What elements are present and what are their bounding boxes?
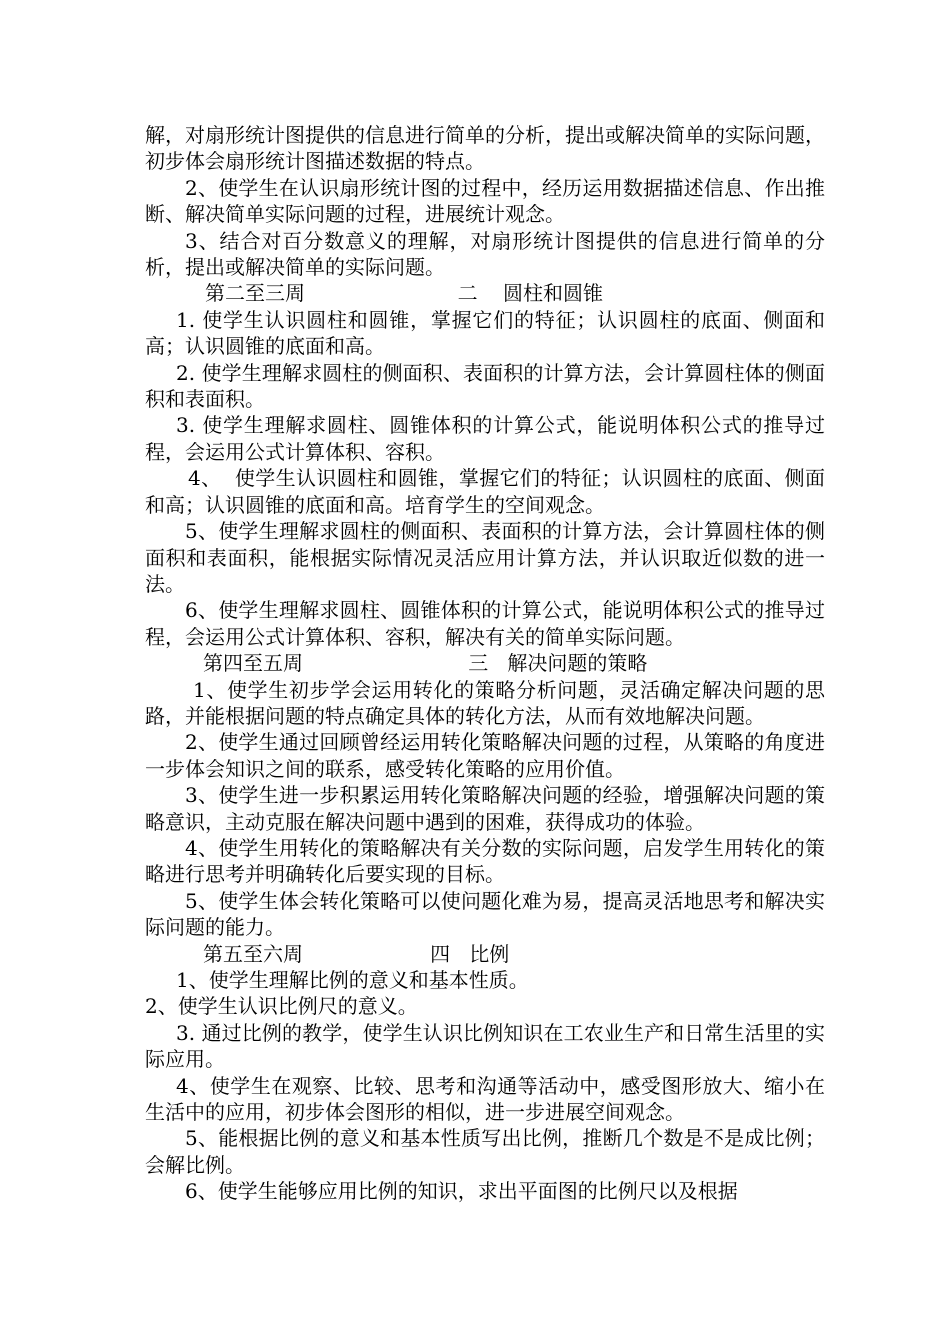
paragraph: 解，对扇形统计图提供的信息进行简单的分析，提出或解决简单的实际问题，初步体会扇形统计图描述数据的特点。 xyxy=(145,123,825,174)
paragraph: 5、使学生理解求圆柱的侧面积、表面积的计算方法，会计算圆柱体的侧面积和表面积，能根据实际情况灵活应用计算方法，并认识取近似数的进一法。 xyxy=(145,519,825,596)
paragraph: 5、能根据比例的意义和基本性质写出比例，推断几个数是不是成比例；会解比例。 xyxy=(145,1126,825,1177)
paragraph: 3. 通过比例的教学，使学生认识比例知识在工农业生产和日常生活里的实际应用。 xyxy=(145,1020,825,1072)
paragraph: 4、使学生用转化的策略解决有关分数的实际问题，启发学生用转化的策略进行思考并明确转化后要实现的目标。 xyxy=(145,835,825,887)
paragraph: 3、使学生进一步积累运用转化策略解决问题的经验，增强解决问题的策略意识，主动克服在解决问题中遇到的困难，获得成功的体验。 xyxy=(145,783,825,834)
section-heading: 第二至三周 二 圆柱和圆锥 xyxy=(205,281,604,306)
paragraph: 4、使学生在观察、比较、思考和沟通等活动中，感受图形放大、缩小在生活中的应用，初步体会图形的相似，进一步进展空间观念。 xyxy=(145,1073,825,1125)
paragraph: 2. 使学生理解求圆柱的侧面积、表面积的计算方法，会计算圆柱体的侧面积和表面积。 xyxy=(145,360,825,412)
paragraph: 6、使学生理解求圆柱、圆锥体积的计算公式，能说明体积公式的推导过程，会运用公式计算体积、容积，解决有关的简单实际问题。 xyxy=(145,598,825,649)
paragraph: 1、使学生初步学会运用转化的策略分析问题，灵活确定解决问题的思路，并能根据问题的特点确定具体的转化方法，从而有效地解决问题。 xyxy=(145,677,825,728)
paragraph: 2、使学生认识比例尺的意义。 xyxy=(145,994,418,1019)
paragraph: 3. 使学生理解求圆柱、圆锥体积的计算公式，能说明体积公式的推导过程，会运用公式计算体积、容积。 xyxy=(145,413,825,464)
paragraph: 3、结合对百分数意义的理解，对扇形统计图提供的信息进行简单的分析，提出或解决简单的实际问题。 xyxy=(145,228,825,280)
section-heading: 第四至五周 三 解决问题的策略 xyxy=(203,651,648,676)
paragraph: 1. 使学生认识圆柱和圆锥，掌握它们的特征；认识圆柱的底面、侧面和高；认识圆锥的底面和高。 xyxy=(145,307,825,359)
paragraph: 6、使学生能够应用比例的知识，求出平面图的比例尺以及根据 xyxy=(185,1179,738,1204)
paragraph: 1、使学生理解比例的意义和基本性质。 xyxy=(176,968,529,992)
section-heading: 第五至六周 四 比例 xyxy=(203,941,510,966)
paragraph: 5、使学生体会转化策略可以使问题化难为易，提高灵活地思考和解决实际问题的能力。 xyxy=(145,888,825,940)
paragraph: 2、使学生在认识扇形统计图的过程中，经历运用数据描述信息、作出推断、解决简单实际问题的过程，进展统计观念。 xyxy=(145,175,825,227)
paragraph: 2、使学生通过回顾曾经运用转化策略解决问题的过程，从策略的角度进一步体会知识之间的联系，感受转化策略的应用价值。 xyxy=(145,730,825,781)
document-body xyxy=(145,122,825,1205)
paragraph: 4、 使学生认识圆柱和圆锥，掌握它们的特征；认识圆柱的底面、侧面和高；认识圆锥的底面和高。培育学生的空间观念。 xyxy=(145,466,825,517)
